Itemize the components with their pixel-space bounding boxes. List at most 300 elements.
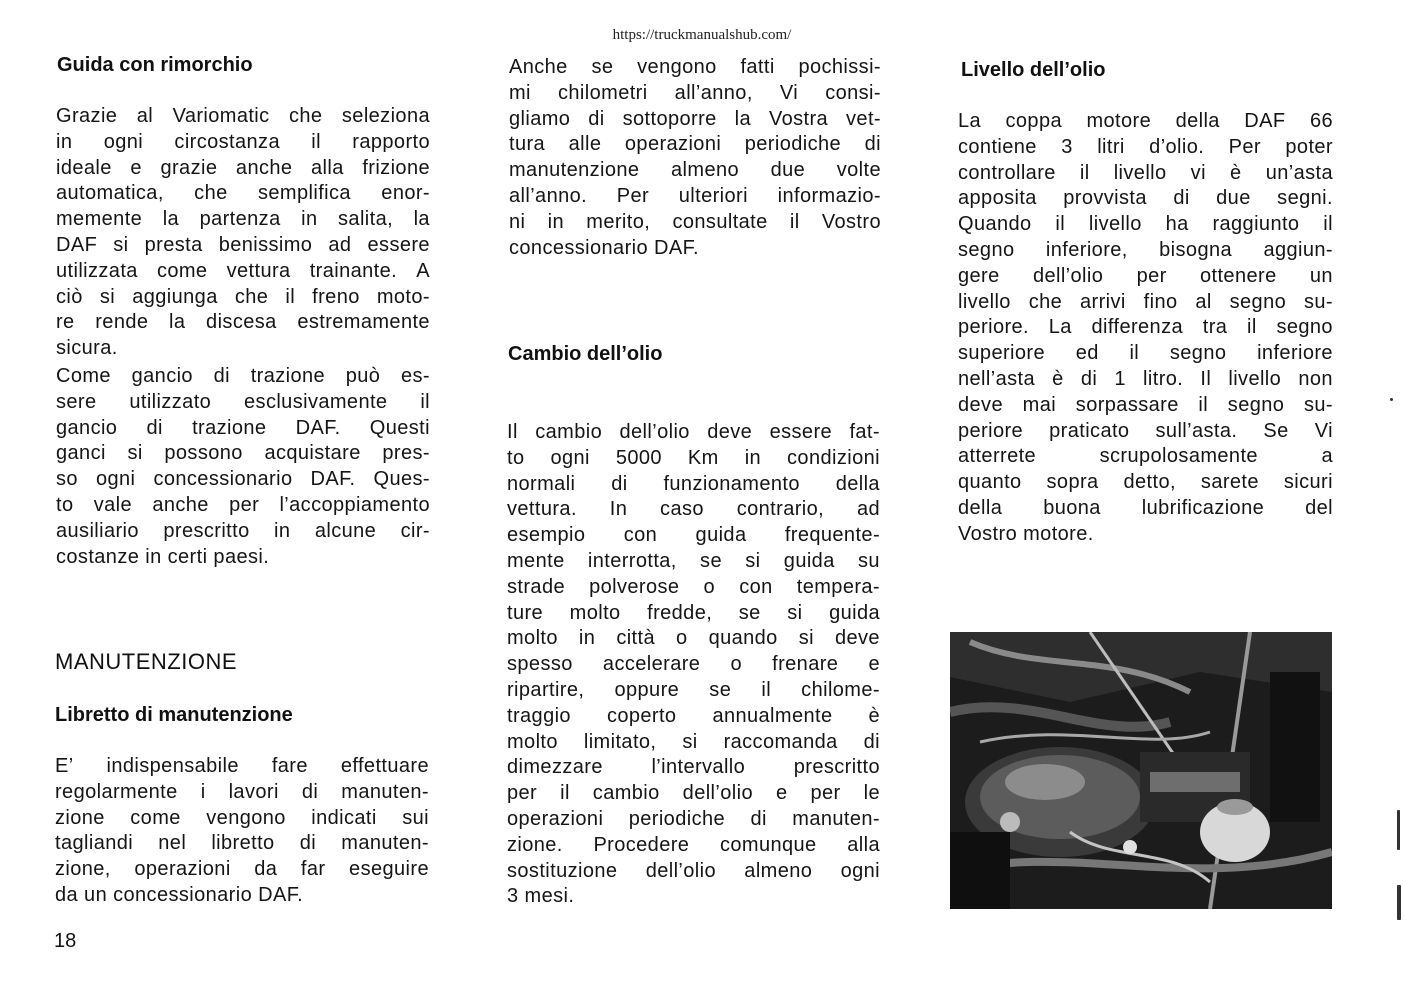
word: informazio- [777,184,881,207]
word: ganci [56,442,106,465]
word: aggiun- [1263,238,1333,261]
word: caso [660,498,704,521]
word: coppa [1005,110,1062,132]
word: contiene [958,135,1037,158]
word: se [700,549,722,572]
word: livello [1228,367,1282,390]
text-line [958,212,1333,238]
word: sicuri [1283,471,1333,494]
word: di [146,416,163,439]
text-line [55,754,429,780]
text-line [507,575,880,601]
text-line [56,441,430,467]
word: rende [95,311,149,334]
word: superiore [958,342,1045,365]
word: motore [1086,110,1152,132]
text-line [509,158,881,184]
word: prescritto [793,756,880,779]
section-title-maintenance: MANUTENZIONE [55,649,237,674]
word: 1 [1114,367,1126,390]
word: quanto [958,471,1022,494]
word: di [750,807,767,830]
word: detto, [1123,471,1176,494]
word: dell’olio [682,782,753,805]
word: esempio [507,524,586,547]
word: moto- [376,285,430,308]
word: coperto [606,704,677,727]
word: vettura [226,259,291,282]
word: DAF [56,233,98,256]
word: litri [1097,135,1125,158]
word: ed [1075,342,1099,365]
word: gere [958,264,1000,287]
word: zione, [55,858,111,881]
word: tra [1202,316,1228,339]
text-line [507,807,880,833]
word: o [730,653,742,676]
text-line [509,210,881,236]
word: tempera- [796,575,880,598]
word: controllare [958,161,1056,184]
word: i [200,780,206,803]
word: manuten- [341,780,429,803]
word: e [868,653,880,676]
word: mai [1022,393,1057,416]
word: Quando [958,213,1032,236]
word: vengono [206,806,286,829]
word: per [1136,264,1167,287]
word: concessionario [509,236,649,259]
heading-maintenance-booklet: Libretto di manutenzione [55,704,293,726]
word: è [1052,367,1064,390]
word: periore. [958,316,1030,339]
word: essere [769,421,833,443]
word: spesso [507,653,573,676]
word: la [162,208,180,231]
word: deve [834,627,880,650]
word: La [958,110,982,132]
word: Come [56,365,111,387]
word: livello [1088,213,1142,236]
word: DAF. [654,236,699,259]
word: si [745,549,761,572]
word: 66 [1309,110,1333,132]
word: o [676,627,688,650]
word: tura [509,133,546,156]
word: dell’olio [619,421,690,443]
word: frequente- [784,524,880,547]
word: far [300,858,326,881]
word: dell’olio [645,859,717,882]
word: In [609,498,628,521]
word: il [420,390,430,413]
word: segno [1276,316,1333,339]
word: ogni [550,446,590,469]
text-line [509,81,881,107]
engine-bay-photo [950,632,1332,909]
word: è [868,704,880,727]
word: fino [1143,290,1178,313]
word: di [301,780,319,803]
word: fredde, [647,601,713,624]
word: indicati [311,806,377,829]
word: DAF. [310,468,356,491]
word: Questi [369,416,430,439]
word: eseguire [349,858,429,881]
word: il [1055,213,1066,236]
word: DAF [1244,110,1286,132]
word: livello [1113,161,1167,184]
word: le [863,782,880,805]
word: effettuare [340,755,429,777]
word: Procedere [593,833,690,856]
word: di [588,107,605,130]
word: gancio [131,365,193,387]
word: estremamente [297,311,430,334]
word: Vostro [958,522,1018,545]
word: che [1028,290,1063,313]
word: atterrete [958,445,1037,468]
word: di [863,730,880,753]
word: città [616,627,655,650]
word: il [1198,393,1209,416]
word: traggio [507,704,571,727]
word: Il [1200,367,1212,390]
word: differenza [1091,316,1184,339]
word: chilometri [558,81,648,104]
word: volte [836,159,881,182]
word: ad [328,233,352,256]
word: come [130,806,181,829]
word: per [810,782,841,805]
word: polverose [589,575,680,598]
text-line [958,290,1333,316]
word: sere [56,390,97,413]
word: anche [152,493,209,516]
word: Vi [779,81,799,104]
word: partenza [199,208,281,231]
word: non [1298,367,1333,390]
word: DAF. [295,416,341,439]
word: comunque [719,833,817,856]
word: Vostra [768,107,829,130]
word: Per [616,184,650,207]
word: consultate [672,210,768,233]
text-line [56,336,430,362]
word: buona [1043,496,1101,519]
word: segno [1169,342,1227,365]
word: discesa [206,311,277,334]
text-line [509,132,881,158]
word: utilizzato [129,390,212,413]
heading-oil-change: Cambio dell’olio [508,343,663,365]
word: sostituzione [507,859,618,882]
text-line [958,444,1333,470]
text-line [56,285,430,311]
word: al [136,105,154,127]
word: Ques- [373,468,430,491]
word: il [285,285,296,308]
word: concessionario [153,468,293,491]
word: nell’asta [958,367,1035,390]
word: su- [1304,290,1333,313]
word: fare [271,755,308,777]
word: annualmente [712,704,833,727]
word: enor- [381,182,430,205]
heading-oil-level: Livello dell’olio [961,59,1106,81]
word: zione [55,806,105,829]
word: di [1173,187,1190,210]
word: ausiliario [56,519,139,542]
word: periodiche [628,807,726,830]
word: alla [847,833,880,856]
word: freno [312,285,360,308]
text-line [55,857,429,883]
word: da [254,858,278,881]
word: praticato [1049,419,1130,442]
word: contrario, [736,498,825,521]
text-line [507,549,880,575]
word: deve [707,421,753,443]
word: gliamo [509,107,571,130]
word: in [578,627,596,650]
word: fatti [740,56,775,78]
word: bisogna [1159,238,1233,261]
word: che [194,182,228,205]
word: mi [509,81,531,104]
word: lavori [228,780,279,803]
word: trainante. [309,259,398,282]
word: Se [1263,419,1289,442]
text-line [56,181,430,207]
word: sarete [1200,471,1259,494]
word: operazioni [624,133,722,156]
word: apposita [958,187,1037,210]
word: il [789,210,800,233]
word: rapporto [352,130,430,153]
word: memente [56,208,143,231]
word: l’accoppiamento [279,493,430,516]
word: acquistare [264,442,361,465]
word: con [739,575,773,598]
word: il [1323,213,1333,236]
text-line [958,522,1333,548]
word: la [169,311,186,334]
word: circostanza [174,130,280,153]
word: pres- [382,442,430,465]
word: interrotta, [587,549,677,572]
word: d’olio. [1149,135,1205,158]
text-line [958,341,1333,367]
word: E’ [55,755,74,777]
word: vet- [846,107,881,130]
word: sull’asta. [1155,419,1238,442]
word: libretto [211,832,275,855]
word: 3 [1061,135,1073,158]
word: essere [367,233,430,256]
word: periodiche [744,133,842,156]
word: Variomatic [172,105,270,127]
text-line [56,467,430,493]
text-line [55,780,429,806]
text-line [507,833,880,859]
text-line [507,859,880,885]
word: almeno [744,859,813,882]
word: con [623,524,658,547]
text-line [56,104,430,130]
word: cambio [592,782,660,805]
scan-mark [1397,885,1401,920]
word: l’intervallo [651,756,746,779]
text-line [509,55,881,81]
word: Per [1228,135,1261,158]
word: all’anno, [674,81,753,104]
word: to [56,493,74,516]
text-line [958,496,1333,522]
text-line [507,884,880,910]
word: Il [507,421,518,443]
word: un [1309,264,1333,287]
word: seleziona [341,105,430,127]
word: può [345,365,381,387]
word: operazioni [134,858,231,881]
text-line [56,207,430,233]
word: cir- [400,519,430,542]
word: chilome- [801,678,880,701]
scan-mark [1397,810,1400,850]
text-line [507,730,880,756]
word: ottenere [1200,264,1277,287]
text-line [958,315,1333,341]
paragraph-hitch [56,364,430,570]
word: quando [708,627,778,650]
word: la [413,208,430,231]
word: vettura. [507,498,577,521]
text-line [56,364,430,390]
word: litro. [1143,367,1184,390]
word: e [775,782,788,805]
word: in [547,210,565,233]
word: raccomanda [723,730,838,753]
word: raggiunto [1212,213,1300,236]
word: sopra [1046,471,1099,494]
word: trazione [250,365,326,387]
text-line [958,109,1333,135]
word: DAF. [258,883,304,906]
text-line [958,419,1333,445]
word: che [289,105,323,127]
text-line [507,472,880,498]
word: aggiunga [132,285,218,308]
word: il [1247,316,1257,339]
word: si [798,627,814,650]
word: due [770,159,806,182]
word: automatica, [56,182,164,205]
word: su- [1303,393,1333,416]
word: al [1195,290,1212,313]
text-line [56,310,430,336]
text-line [56,545,430,571]
word: molto [507,730,558,753]
page-number: 18 [54,930,77,952]
word: zione. [507,833,563,856]
word: su [858,549,880,572]
word: Km [687,446,719,469]
word: periore [958,419,1024,442]
word: di [213,365,231,387]
text-line [509,236,881,262]
text-line [958,470,1333,496]
word: sottoporre [622,107,717,130]
text-line [958,135,1333,161]
word: grazie [160,156,218,179]
word: cambio [535,421,603,443]
word: ture [507,601,544,624]
text-line [507,446,880,472]
word: ripartire, [507,678,585,701]
word: indispensabile [106,755,239,777]
word: nel [158,832,187,855]
word: deve [958,393,1003,416]
word: arrivi [1080,290,1126,313]
word: per [229,493,260,516]
word: guida [783,549,835,572]
word: pochissi- [798,56,881,78]
word: oppure [614,678,680,701]
word: dimezzare [507,756,603,779]
word: che [234,285,269,308]
word: presta [144,233,203,256]
word: ogni [103,130,144,153]
word: molto [569,601,621,624]
word: vengono [637,56,717,78]
word: si [127,442,143,465]
text-line [507,652,880,678]
scan-speck [1390,398,1393,401]
paragraph-intro-maintenance [509,55,881,261]
word: è [1230,161,1242,184]
word: regolarmente [55,780,178,803]
word: il [1129,342,1140,365]
word: condizioni [787,446,880,469]
paragraph-oil-change [507,420,880,910]
word: della [1175,110,1220,132]
word: Vi [1314,419,1333,442]
heading-towing: Guida con rimorchio [57,54,253,76]
word: vale [93,493,133,516]
word: si [99,285,116,308]
word: costanze [56,545,140,568]
word: a [1321,445,1333,468]
word: dell’olio [1032,264,1104,287]
word: consi- [825,81,881,104]
text-line [507,523,880,549]
text-line [507,678,880,704]
word: Grazie [56,105,118,127]
text-line [55,831,429,857]
word: il [560,782,570,805]
source-url: https://truckmanualshub.com/ [612,27,792,43]
word: salita, [338,208,394,231]
word: merito, [586,210,651,233]
word: frenare [772,653,839,676]
word: il [311,130,321,153]
word: benissimo [218,233,313,256]
word: manuten- [792,807,880,830]
text-line [507,497,880,523]
word: 5000 [615,446,662,469]
word: se [591,56,614,78]
